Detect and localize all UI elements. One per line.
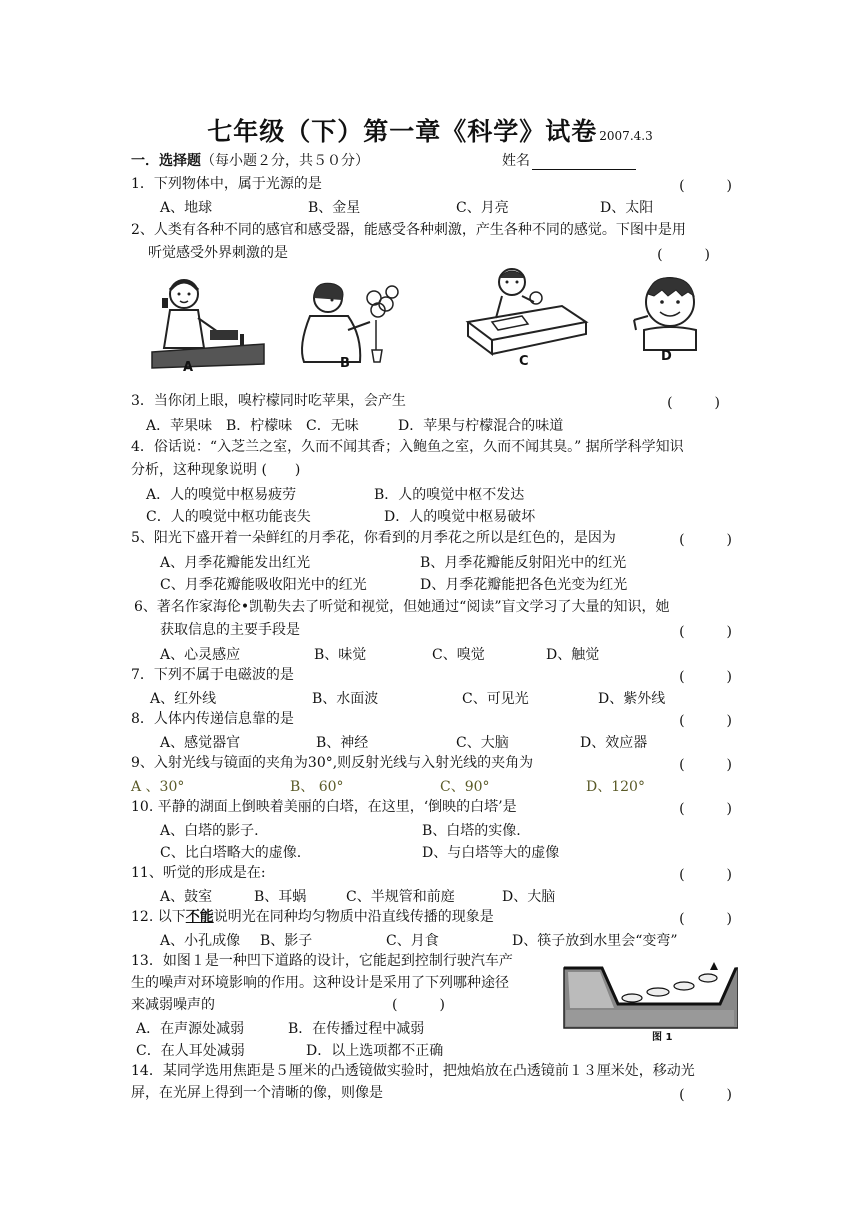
section-header: [131, 152, 369, 170]
q13-stem-2: 生的噪声对环境影响的作用。这种设计是采用了下列哪种途径: [131, 975, 509, 991]
q5-stem: 5、阳光下盛开着一朵鲜红的月季花，你看到的月季花之所以是红色的，是因为: [131, 530, 616, 546]
q5-option-c[interactable]: C、月季花瓣能吸收阳光中的红光: [160, 577, 367, 593]
q9-stem: 9、入射光线与镜面的夹角为30°,则反射光线与入射光线的夹角为: [131, 755, 534, 771]
title-text: 七年级（下）第一章《科学》试卷: [207, 117, 598, 146]
q2-stem-1: 2、人类有各种不同的感官和感受器，能感受各种刺激，产生各种不同的感觉。下图中是用: [131, 222, 686, 238]
q7-option-b[interactable]: B、水面波: [312, 691, 379, 707]
q14-stem-2: 屏，在光屏上得到一个清晰的像，则像是: [131, 1085, 383, 1101]
q12-option-c[interactable]: C、月食: [386, 933, 439, 949]
q5-option-d[interactable]: D、月季花瓣能把各色光变为红光: [420, 577, 628, 593]
q13-stem-1: 13．如图１是一种凹下道路的设计，它能起到控制行驶汽车产: [131, 953, 513, 969]
q11-option-a[interactable]: A、鼓室: [160, 889, 213, 905]
q13-option-a[interactable]: A．在声源处减弱: [136, 1021, 245, 1037]
q9-option-c[interactable]: C、90°: [440, 779, 490, 795]
q2-stem-2: 听觉感受外界刺激的是: [148, 245, 288, 261]
q2-figure-c: [462, 262, 590, 362]
q8-option-c[interactable]: C、大脑: [456, 735, 509, 751]
q7-stem: 7．下列不属于电磁波的是: [131, 667, 294, 683]
q5-option-a[interactable]: A、月季花瓣能发出红光: [160, 555, 311, 571]
q6-option-c[interactable]: C、嗅觉: [432, 647, 485, 663]
q1-option-a[interactable]: A、地球: [160, 200, 213, 216]
q14-answer-blank[interactable]: ( ): [679, 1087, 732, 1103]
q1-option-d[interactable]: D、太阳: [600, 200, 654, 216]
q13-figure-label: 图 1: [652, 1032, 673, 1043]
name-field[interactable]: [502, 152, 636, 170]
q6-stem-2: 获取信息的主要手段是: [160, 622, 300, 638]
q12-stem-post: 说明光在同种均匀物质中沿直线传播的现象是: [213, 909, 494, 925]
q14-stem-1: 14．某同学选用焦距是５厘米的凸透镜做实验时，把烛焰放在凸透镜前１３厘米处，移动光: [131, 1063, 695, 1079]
q11-option-b[interactable]: B、耳蜗: [254, 889, 307, 905]
q9-answer-blank[interactable]: ( ): [679, 757, 732, 773]
q13-stem-3: 来减弱噪声的: [131, 997, 215, 1013]
q3-stem: 3．当你闭上眼，嗅柠檬同时吃苹果，会产生: [131, 393, 406, 409]
q6-option-b[interactable]: B、味觉: [314, 647, 367, 663]
q8-stem: 8．人体内传递信息靠的是: [131, 711, 294, 727]
q12-stem: [131, 908, 494, 926]
q10-answer-blank[interactable]: ( ): [679, 801, 732, 817]
section-label: 一．选择题: [131, 153, 201, 169]
q3-option-a[interactable]: A．苹果味: [146, 418, 213, 434]
q13-option-d[interactable]: D．以上选项都不正确: [306, 1043, 444, 1059]
q3-option-b[interactable]: B．柠檬味: [226, 418, 293, 434]
q10-stem: 10. 平静的湖面上倒映着美丽的白塔，在这里，‘倒映的白塔’是: [131, 799, 517, 815]
q12-answer-blank[interactable]: ( ): [679, 911, 732, 927]
q6-answer-blank[interactable]: ( ): [679, 624, 732, 640]
q8-option-a[interactable]: A、感觉器官: [160, 735, 241, 751]
q8-option-b[interactable]: B、神经: [316, 735, 369, 751]
q2-figure-b-label: B: [340, 356, 350, 371]
q4-option-b[interactable]: B．人的嗅觉中枢不发达: [374, 487, 525, 503]
q2-figure-a: [140, 272, 268, 372]
q7-option-a[interactable]: A、红外线: [150, 691, 217, 707]
q9-option-b[interactable]: B、 60°: [290, 779, 344, 795]
q2-figure-d: [622, 270, 718, 352]
name-blank[interactable]: [532, 155, 636, 170]
q5-option-b[interactable]: B、月季花瓣能反射阳光中的红光: [420, 555, 627, 571]
q6-stem-1: 6、著名作家海伦•凯勒失去了听觉和视觉，但她通过“阅读”盲文学习了大量的知识，她: [134, 599, 670, 615]
q7-option-d[interactable]: D、紫外线: [598, 691, 666, 707]
q13-answer-blank[interactable]: ( ): [392, 997, 445, 1013]
q10-option-b[interactable]: B、白塔的实像.: [422, 823, 521, 839]
q11-answer-blank[interactable]: ( ): [679, 867, 732, 883]
q4-option-c[interactable]: C．人的嗅觉中枢功能丧失: [146, 509, 311, 525]
q5-answer-blank[interactable]: ( ): [679, 532, 732, 548]
q4-option-d[interactable]: D．人的嗅觉中枢易破坏: [384, 509, 536, 525]
q6-option-a[interactable]: A、心灵感应: [160, 647, 241, 663]
q10-option-d[interactable]: D、与白塔等大的虚像: [422, 845, 560, 861]
q12-option-b[interactable]: B、影子: [260, 933, 313, 949]
q3-answer-blank[interactable]: ( ): [667, 395, 720, 411]
q2-figure-b: [288, 276, 408, 364]
q3-option-c[interactable]: C．无味: [306, 418, 359, 434]
q8-answer-blank[interactable]: ( ): [679, 713, 732, 729]
q2-figure-a-label: A: [183, 360, 194, 375]
q1-option-b[interactable]: B、金星: [308, 200, 361, 216]
q11-stem: 11、听觉的形成是在:: [131, 865, 266, 881]
q11-option-d[interactable]: D、大脑: [502, 889, 556, 905]
q2-answer-blank[interactable]: ( ): [657, 247, 710, 263]
q4-stem-1: 4．俗话说：“入芝兰之室，久而不闻其香；入鲍鱼之室，久而不闻其臭。” 据所学科学知识: [131, 439, 684, 455]
q13-figure-road: [562, 958, 738, 1032]
q4-stem-2: 分析，这种现象说明 ( ): [131, 462, 301, 478]
exam-date: 2007.4.3: [599, 129, 653, 143]
q9-option-d[interactable]: D、120°: [586, 779, 645, 795]
q8-option-d[interactable]: D、效应器: [580, 735, 648, 751]
q1-stem: 1．下列物体中，属于光源的是: [131, 176, 322, 192]
section-note: （每小题２分，共５０分）: [201, 153, 369, 169]
q7-option-c[interactable]: C、可见光: [462, 691, 529, 707]
q1-answer-blank[interactable]: ( ): [679, 178, 732, 194]
q12-option-a[interactable]: A、小孔成像: [160, 933, 241, 949]
q9-option-a[interactable]: A 、30°: [131, 779, 185, 795]
q4-option-a[interactable]: A．人的嗅觉中枢易疲劳: [146, 487, 297, 503]
name-label: 姓名: [502, 153, 530, 169]
q12-option-d[interactable]: D、筷子放到水里会“变弯”: [512, 933, 678, 949]
q3-option-d[interactable]: D．苹果与柠檬混合的味道: [398, 418, 564, 434]
q10-option-a[interactable]: A、白塔的影子.: [160, 823, 259, 839]
q2-figure-d-label: D: [661, 349, 672, 364]
q11-option-c[interactable]: C、半规管和前庭: [346, 889, 455, 905]
exam-title: [0, 112, 860, 148]
q13-option-c[interactable]: C．在人耳处减弱: [136, 1043, 245, 1059]
q6-option-d[interactable]: D、触觉: [546, 647, 600, 663]
q12-stem-pre: 12. 以下: [131, 909, 186, 925]
q13-option-b[interactable]: B．在传播过程中减弱: [288, 1021, 425, 1037]
q1-option-c[interactable]: C、月亮: [456, 200, 509, 216]
q10-option-c[interactable]: C、比白塔略大的虚像.: [160, 845, 302, 861]
q12-stem-emphasis: 不能: [185, 909, 214, 925]
q7-answer-blank[interactable]: ( ): [679, 669, 732, 685]
q2-figure-c-label: C: [519, 354, 529, 369]
